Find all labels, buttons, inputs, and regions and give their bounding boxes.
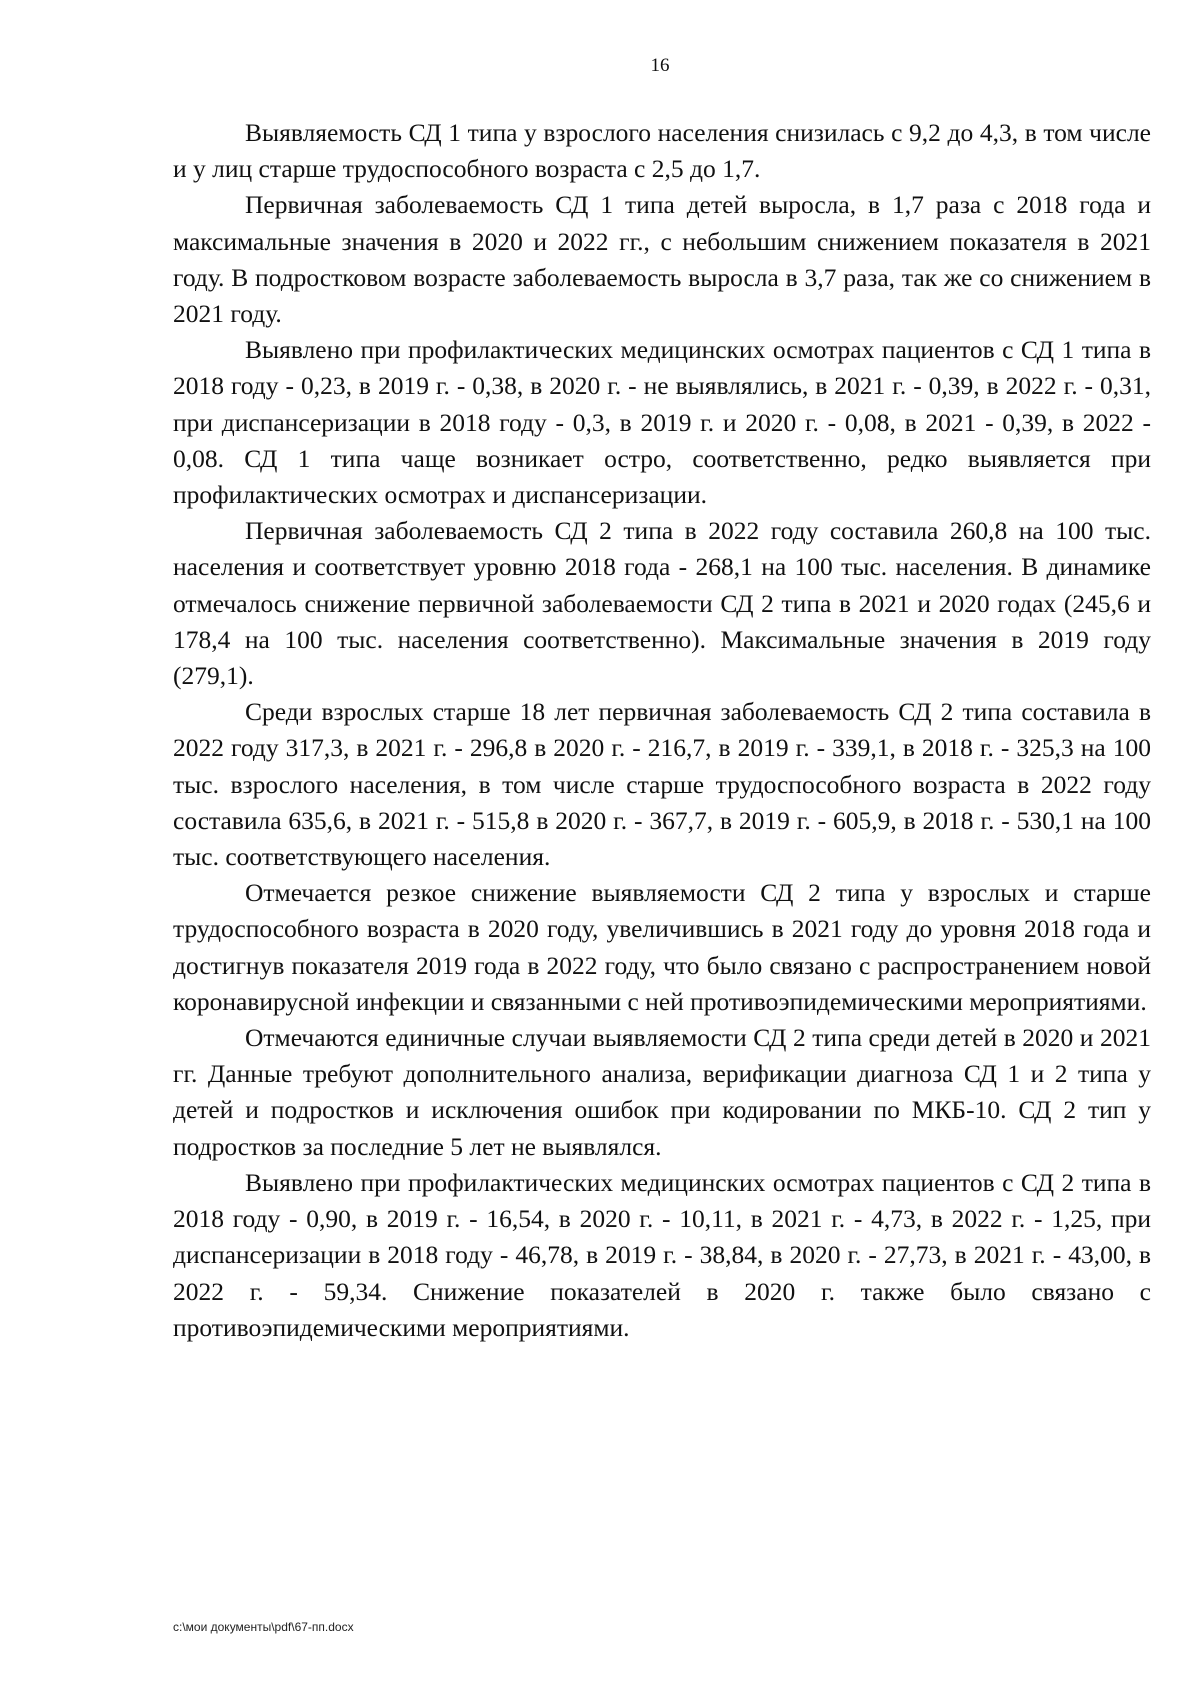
paragraph: Среди взрослых старше 18 лет первичная заболеваемость СД 2 типа составила в 2022 году 317,3, в 2021 г. - 296,8 в 2020 г. - 216,7, в 2019 г. - 339,1, в 2018 г. - 325,3 на 100 тыс. взрослого населения, в том числе старше трудоспособного возраста в 2022 году составила 635,6, в 2021 г. - 515,8 в 2020 г. - 367,7, в 2019 г. - 605,9, в 2018 г. - 530,1 на 100 тыс. соответствующего населения. [173, 697, 1151, 872]
paragraph: Первичная заболеваемость СД 2 типа в 2022 году составила 260,8 на 100 тыс. населения и соответствует уровню 2018 года - 268,1 на 100 тыс. населения. В динамике отмечалось снижение первичной заболеваемости СД 2 типа в 2021 и 2020 годах (245,6 и 178,4 на 100 тыс. населения соответственно). Максимальные значения в 2019 году (279,1). [173, 516, 1151, 691]
paragraph: Выявлено при профилактических медицинских осмотрах пациентов с СД 1 типа в 2018 году - 0,23, в 2019 г. - 0,38, в 2020 г. - не выявлялись, в 2021 г. - 0,39, в 2022 г. - 0,31, при диспансеризации в 2018 году - 0,3, в 2019 г. и 2020 г. - 0,08, в 2021 - 0,39, в 2022 - 0,08. СД 1 типа чаще возникает остро, соответственно, редко выявляется при профилактических осмотрах и диспансеризации. [173, 335, 1151, 510]
document-body [173, 115, 1151, 1346]
paragraph: Отмечается резкое снижение выявляемости СД 2 типа у взрослых и старше трудоспособного возраста в 2020 году, увеличившись в 2021 году до уровня 2018 года и достигнув показателя 2019 года в 2022 году, что было связано с распространением новой коронавирусной инфекции и связанными с ней противоэпидемическими мероприятиями. [173, 878, 1151, 1016]
footer-file-path: c:\мои документы\pdf\67-пп.docx [173, 1620, 354, 1634]
paragraph: Первичная заболеваемость СД 1 типа детей выросла, в 1,7 раза с 2018 года и максимальные значения в 2020 и 2022 гг., с небольшим снижением показателя в 2021 году. В подростковом возрасте заболеваемость выросла в 3,7 раза, так же со снижением в 2021 году. [173, 190, 1151, 329]
paragraph: Выявляемость СД 1 типа у взрослого населения снизилась с 9,2 до 4,3, в том числе и у лиц старше трудоспособного возраста с 2,5 до 1,7. [173, 118, 1151, 184]
paragraph: Выявлено при профилактических медицинских осмотрах пациентов с СД 2 типа в 2018 году - 0,90, в 2019 г. - 16,54, в 2020 г. - 10,11, в 2021 г. - 4,73, в 2022 г. - 1,25, при диспансеризации в 2018 году - 46,78, в 2019 г. - 38,84, в 2020 г. - 27,73, в 2021 г. - 43,00, в 2022 г. - 59,34. Снижение показателей в 2020 г. также было связано с противоэпидемическими мероприятиями. [173, 1167, 1151, 1342]
page-number: 16 [650, 55, 670, 76]
paragraph: Отмечаются единичные случаи выявляемости СД 2 типа среди детей в 2020 и 2021 гг. Данные требуют дополнительного анализа, верификации диагноза СД 1 и 2 типа у детей и подростков и исключения ошибок при кодировании по МКБ-10. СД 2 тип у подростков за последние 5 лет не выявлялся. [173, 1023, 1151, 1161]
